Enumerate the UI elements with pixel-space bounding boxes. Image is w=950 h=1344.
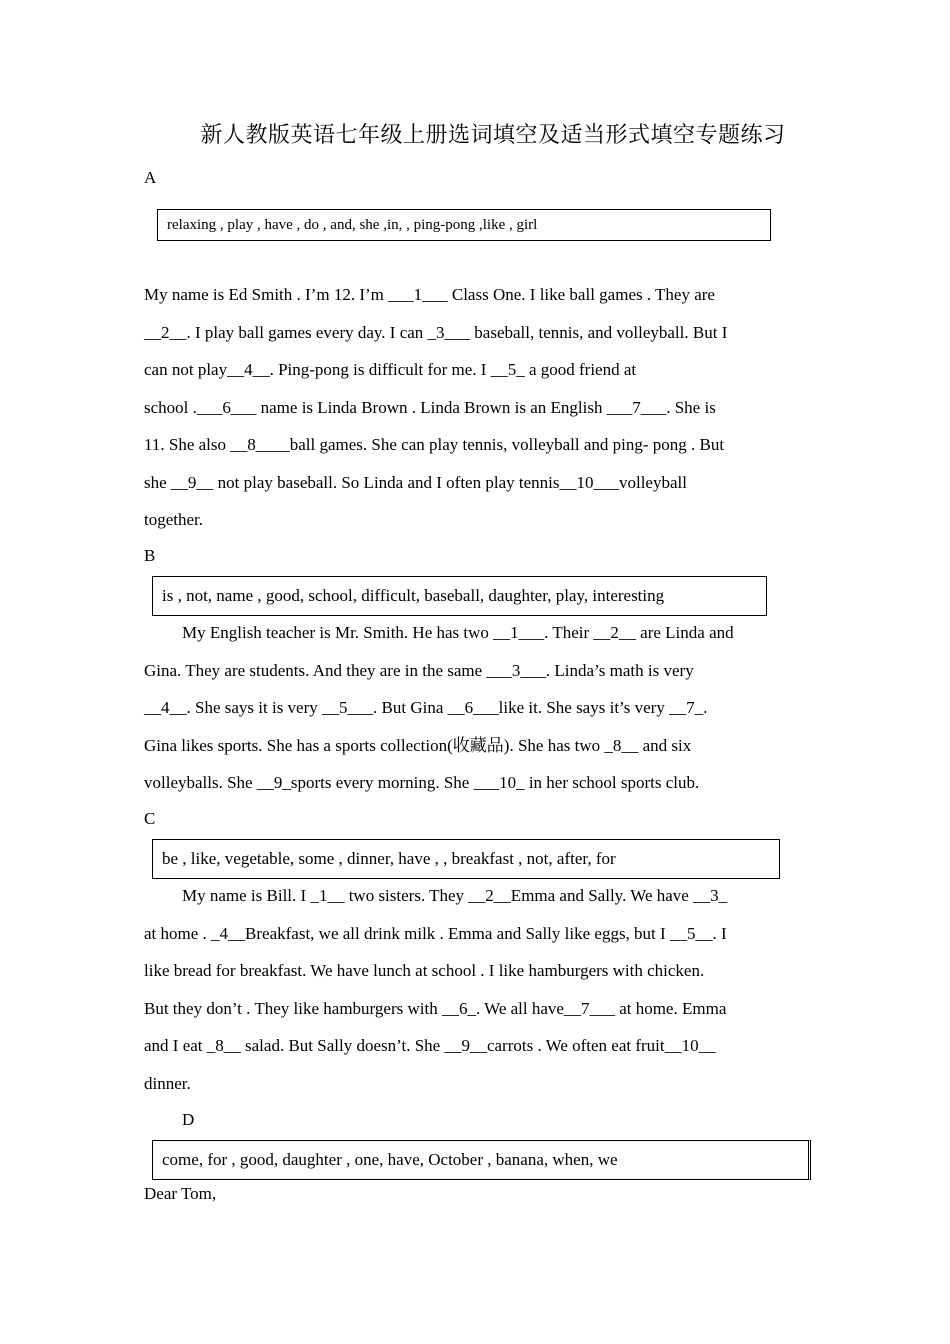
passage-line: Gina likes sports. She has a sports collection(收藏品). She has two _8__ and six: [144, 735, 692, 755]
passage-line: But they don’t . They like hamburgers with __6_. We all have__7___ at home. Emma: [144, 998, 727, 1018]
section-c-word-bank: be , like, vegetable, some , dinner, have , , breakfast , not, after, for: [152, 839, 780, 879]
passage-line: at home . _4__Breakfast, we all drink milk . Emma and Sally like eggs, but I __5__. I: [144, 923, 727, 943]
passage-line: My English teacher is Mr. Smith. He has two __1___. Their __2__ are Linda and: [182, 623, 734, 642]
passage-line: can not play__4__. Ping-pong is difficult for me. I __5_ a good friend at: [144, 360, 637, 379]
section-c-passage: [144, 877, 812, 1102]
section-b-label: B: [144, 546, 156, 565]
passage-line: school .___6___ name is Linda Brown . Linda Brown is an English ___7___. She is: [144, 397, 716, 417]
passage-line: __4__. She says it is very __5___. But Gina __6___like it. She says it’s very __7_.: [144, 698, 708, 717]
passage-line: dinner.: [144, 1073, 191, 1093]
passage-line: 11. She also __8____ball games. She can play tennis, volleyball and ping- pong . But: [144, 435, 725, 454]
section-c-label: C: [144, 809, 156, 828]
section-a-passage: [144, 276, 812, 539]
section-b-passage: [144, 614, 812, 802]
section-d-word-bank: come, for , good, daughter , one, have, October , banana, when, we: [152, 1140, 811, 1180]
section-d-label: D: [182, 1110, 195, 1129]
passage-line: she __9__ not play baseball. So Linda and I often play tennis__10___volleyball: [144, 472, 687, 492]
letter-greeting: Dear Tom,: [144, 1184, 217, 1203]
page-title: 新人教版英语七年级上册选词填空及适当形式填空专题练习: [200, 122, 786, 147]
passage-line: Gina. They are students. And they are in the same ___3___. Linda’s math is very: [144, 660, 694, 680]
passage-line: My name is Ed Smith . I’m 12. I’m ___1___ Class One. I like ball games . They are: [144, 285, 715, 304]
passage-line: My name is Bill. I _1__ two sisters. They __2__Emma and Sally. We have __3_: [182, 886, 728, 905]
passage-line: together.: [144, 510, 204, 529]
section-a-label: A: [144, 168, 157, 187]
passage-line: like bread for breakfast. We have lunch at school . I like hamburgers with chicken.: [144, 961, 705, 980]
passage-line: __2__. I play ball games every day. I can _3___ baseball, tennis, and volleyball. But I: [144, 322, 728, 342]
section-b-word-bank: is , not, name , good, school, difficult, baseball, daughter, play, interesting: [152, 576, 767, 616]
section-a-word-bank: relaxing , play , have , do , and, she ,in, , ping-pong ,like , girl: [157, 209, 771, 241]
passage-line: and I eat _8__ salad. But Sally doesn’t. She __9__carrots . We often eat fruit__10__: [144, 1036, 716, 1055]
passage-line: volleyballs. She __9_sports every morning. She ___10_ in her school sports club.: [144, 773, 700, 792]
